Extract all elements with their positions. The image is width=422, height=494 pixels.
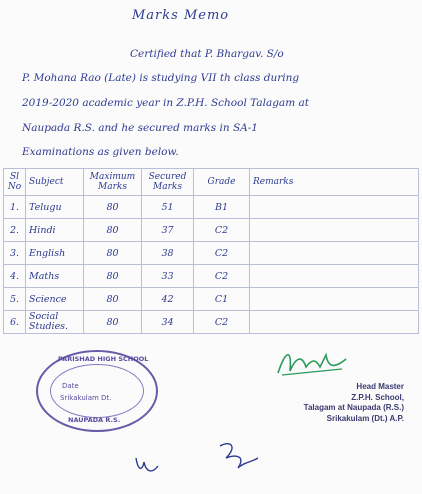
table-row — [4, 196, 419, 219]
seal-date-label: Date — [62, 382, 79, 390]
cell-sl-no: 6. — [4, 311, 26, 334]
table-row — [4, 265, 419, 288]
stamp-line-2: Z.P.H. School, — [351, 392, 404, 402]
cell-remarks — [250, 311, 419, 334]
cell-maximum-marks: 80 — [84, 311, 142, 334]
cell-grade: C1 — [194, 288, 250, 311]
cell-maximum-marks: 80 — [84, 288, 142, 311]
cell-remarks — [250, 288, 419, 311]
marks-table — [3, 168, 419, 334]
cell-subject: Hindi — [26, 219, 84, 242]
header-secured-marks: Secured Marks — [142, 169, 194, 196]
cell-grade: C2 — [194, 311, 250, 334]
cell-remarks — [250, 196, 419, 219]
body-line-4: Naupada R.S. and he secured marks in SA-1 — [22, 122, 258, 134]
cell-maximum-marks: 80 — [84, 196, 142, 219]
header-sl-no: Sl No — [4, 169, 26, 196]
seal-inner-ring — [50, 364, 144, 418]
table-row — [4, 242, 419, 265]
cell-sl-no: 2. — [4, 219, 26, 242]
cell-subject: English — [26, 242, 84, 265]
cell-grade: C2 — [194, 219, 250, 242]
cell-secured-marks: 37 — [142, 219, 194, 242]
seal-top-text: PARISHAD HIGH SCHOOL — [58, 355, 149, 363]
header-maximum-marks: Maximum Marks — [84, 169, 142, 196]
cell-maximum-marks: 80 — [84, 242, 142, 265]
cell-secured-marks: 34 — [142, 311, 194, 334]
cell-secured-marks: 51 — [142, 196, 194, 219]
cell-secured-marks: 38 — [142, 242, 194, 265]
stamp-line-3: Talagam at Naupada (R.S.) — [303, 403, 404, 412]
body-line-2: P. Mohana Rao (Late) is studying VII th class during — [22, 72, 300, 84]
cell-maximum-marks: 80 — [84, 219, 142, 242]
seal-bottom-text: NAUPADA R.S. — [68, 416, 121, 424]
cell-remarks — [250, 219, 419, 242]
initials-signature-right — [212, 438, 264, 478]
table-row — [4, 219, 419, 242]
body-line-3: 2019-2020 academic year in Z.P.H. School Talagam at — [22, 97, 309, 109]
cell-secured-marks: 33 — [142, 265, 194, 288]
headmaster-signature — [272, 345, 352, 381]
cell-remarks — [250, 265, 419, 288]
cell-secured-marks: 42 — [142, 288, 194, 311]
cell-sl-no: 5. — [4, 288, 26, 311]
cell-maximum-marks: 80 — [84, 265, 142, 288]
body-line-1: Certified that P. Bhargav. S/o — [130, 48, 284, 60]
stamp-line-1: Head Master — [356, 382, 404, 391]
cell-subject: Science — [26, 288, 84, 311]
table-row — [4, 288, 419, 311]
cell-remarks — [250, 242, 419, 265]
table-header-row — [4, 169, 419, 196]
header-subject: Subject — [26, 169, 84, 196]
cell-sl-no: 3. — [4, 242, 26, 265]
seal-district: Srikakulam Dt. — [60, 394, 112, 402]
headmaster-stamp — [304, 382, 404, 424]
cell-sl-no: 4. — [4, 265, 26, 288]
memo-title: Marks Memo — [132, 8, 230, 23]
stamp-line-4: Srikakulam (Dt.) A.P. — [326, 413, 404, 423]
initials-signature-left — [132, 452, 162, 478]
header-remarks: Remarks — [250, 169, 419, 196]
table-row — [4, 311, 419, 334]
cell-grade: B1 — [194, 196, 250, 219]
school-seal — [36, 350, 158, 432]
cell-subject: Maths — [26, 265, 84, 288]
cell-sl-no: 1. — [4, 196, 26, 219]
cell-subject: Social Studies. — [26, 311, 84, 334]
header-grade: Grade — [194, 169, 250, 196]
cell-subject: Telugu — [26, 196, 84, 219]
body-line-5: Examinations as given below. — [22, 146, 179, 158]
cell-grade: C2 — [194, 265, 250, 288]
cell-grade: C2 — [194, 242, 250, 265]
